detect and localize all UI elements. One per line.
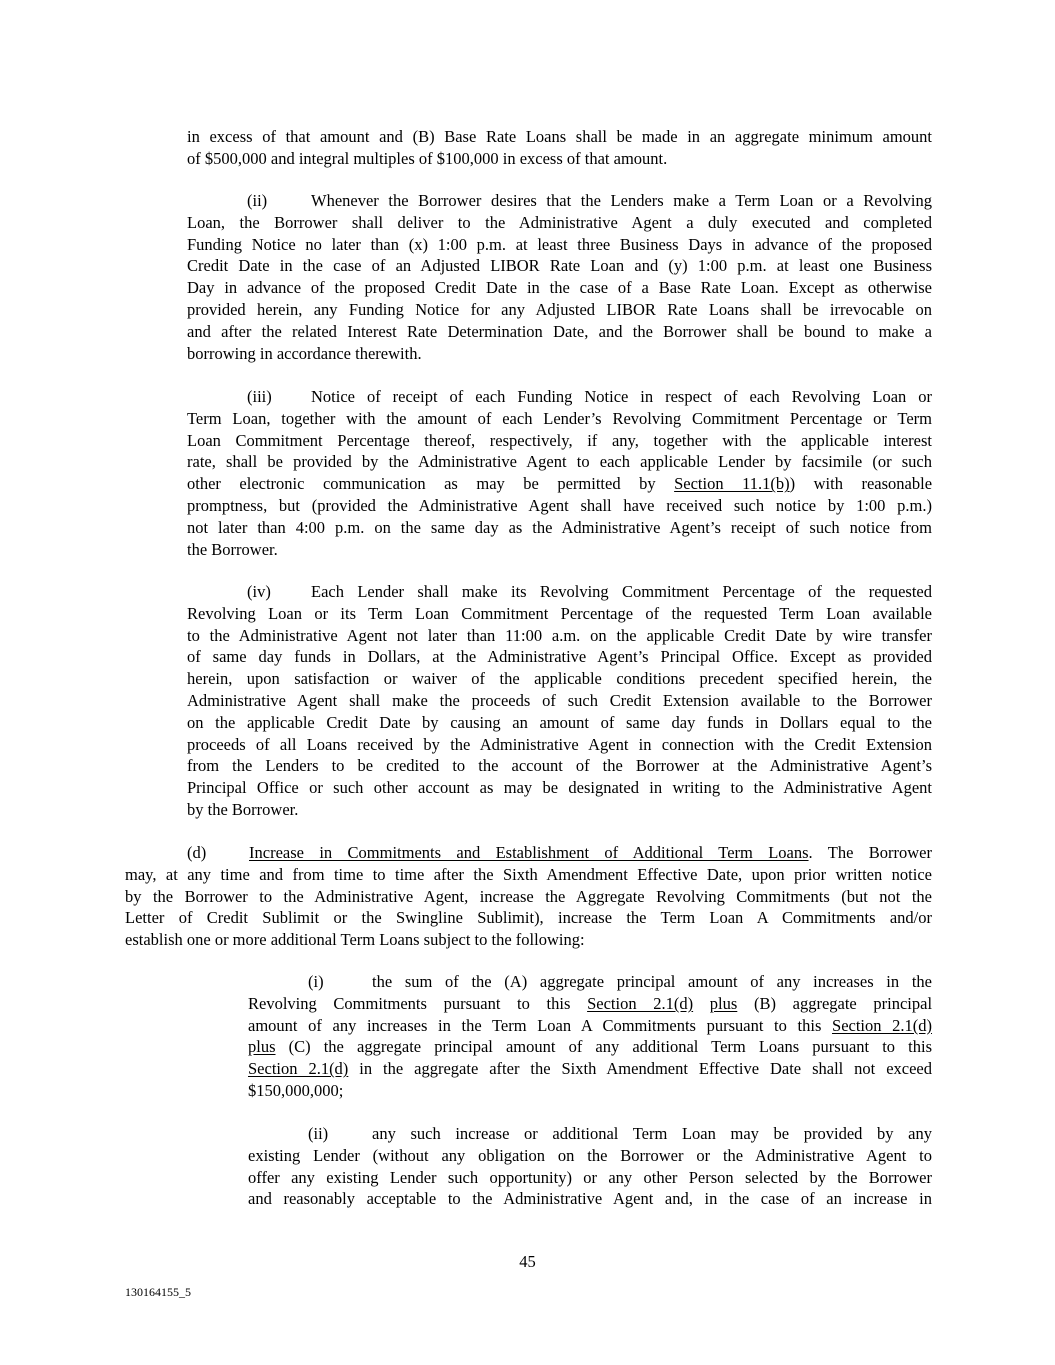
text-fragment: amount of any increases in the Term Loan A Commitments pursuant to this (248, 1015, 822, 1035)
section-reference-link[interactable]: Section 2.1(d) (832, 1015, 933, 1035)
text-line: Funding Notice no later than (x) 1:00 p.m. at least three Business Days in advance of the proposed (187, 234, 932, 254)
clause-number: (ii) (247, 191, 268, 210)
section-heading: Increase in Commitments and Establishment of Additional Term Loans (249, 843, 809, 862)
text-line: herein, upon satisfaction or waiver of the applicable conditions precedent specified herein, the (187, 669, 932, 689)
text-fragment: Each Lender shall make its Revolving Commitment Percentage of the requested (311, 582, 932, 601)
text-line (248, 1123, 932, 1145)
text-line: Day in advance of the proposed Credit Date in the case of a Base Rate Loan. Except as otherwise (187, 278, 932, 298)
text-line: and reasonably acceptable to the Administrative Agent and, in the case of an increase in (248, 1189, 932, 1209)
text-fragment: the sum of the (A) aggregate principal amount of any increases in the (372, 972, 932, 991)
text-fragment: (C) the aggregate principal amount of any additional Term Loans pursuant to this (288, 1037, 932, 1057)
clause-number: (iv) (247, 582, 271, 601)
document-id: 130164155_5 (125, 1285, 191, 1299)
text-fragment: other electronic communication as may be permitted by (187, 474, 656, 494)
section-reference-link[interactable]: Section 2.1(d) (587, 993, 694, 1013)
text-line: Term Loan, together with the amount of each Lender’s Revolving Commitment Percentage or Term (187, 408, 932, 428)
text-fragment: any such increase or additional Term Loan may be provided by any (372, 1124, 932, 1143)
text-line: in excess of that amount and (B) Base Rate Loans shall be made in an aggregate minimum amount (187, 127, 932, 146)
text-line: Loan, the Borrower shall deliver to the Administrative Agent a duly executed and completed (187, 212, 932, 232)
text-fragment: Whenever the Borrower desires that the Lenders make a Term Loan or a Revolving (311, 191, 932, 210)
clause-number: (iii) (247, 387, 272, 406)
paragraph-iii-notice-of-receipt (187, 386, 932, 560)
text-line: Letter of Credit Sublimit or the Swingline Sublimit), increase the Term Loan A Commitments and/or (125, 908, 932, 928)
text-line: borrowing in accordance therewith. (187, 343, 422, 363)
text-line: from the Lenders to be credited to the account of the Borrower at the Administrative Agent’s (187, 756, 932, 776)
text-line (248, 1058, 932, 1080)
plus-term: plus (248, 1037, 276, 1057)
text-line (248, 1036, 932, 1058)
text-fragment: (B) aggregate principal (753, 993, 933, 1013)
text-line: provided herein, any Funding Notice for any Adjusted LIBOR Rate Loans shall be irrevocable on (187, 299, 932, 319)
text-line (248, 993, 932, 1015)
text-line: $150,000,000; (248, 1080, 344, 1100)
subparagraph-ii-providers (248, 1123, 932, 1210)
text-line: the Borrower. (187, 539, 278, 559)
text-line: may, at any time and from time to time after the Sixth Amendment Effective Date, upon prior written notice (125, 864, 932, 884)
text-line: by the Borrower. (187, 799, 299, 819)
text-fragment: in the aggregate after the Sixth Amendment Effective Date shall not exceed (359, 1059, 933, 1079)
text-line: Credit Date in the case of an Adjusted LIBOR Rate Loan and (y) 1:00 p.m. at least one Business (187, 256, 932, 276)
text-line: Principal Office or such other account as may be designated in writing to the Administrative Agent (187, 778, 932, 798)
text-fragment: Revolving Commitments pursuant to this (248, 993, 571, 1013)
text-fragment: Notice of receipt of each Funding Notice in respect of each Revolving Loan or (311, 387, 932, 406)
text-line: and after the related Interest Rate Determination Date, and the Borrower shall be bound to make a (187, 321, 932, 341)
text-line: establish one or more additional Term Loans subject to the following: (125, 930, 585, 950)
text-line (187, 581, 932, 603)
text-line: by the Borrower to the Administrative Agent, increase the Aggregate Revolving Commitments (but not the (125, 886, 932, 906)
text-line: proceeds of all Loans received by the Administrative Agent in connection with the Credit Extension (187, 734, 932, 754)
text-line: Loan Commitment Percentage thereof, respectively, if any, together with the applicable interest (187, 430, 932, 450)
text-line: Administrative Agent shall make the proceeds of such Credit Extension available to the Borrower (187, 690, 932, 710)
text-line: not later than 4:00 p.m. on the same day as the Administrative Agent’s receipt of such notice from (187, 517, 932, 537)
text-line: of same day funds in Dollars, at the Administrative Agent’s Principal Office. Except as provided (187, 647, 932, 667)
text-fragment: ) with reasonable (789, 474, 933, 494)
section-reference-link[interactable]: Section 11.1(b) (674, 474, 790, 494)
clause-number: (ii) (308, 1124, 329, 1143)
text-line (248, 1015, 932, 1037)
section-number: (d) (187, 843, 207, 862)
text-line (187, 473, 932, 495)
plus-term: plus (709, 993, 738, 1013)
clause-number: (i) (308, 972, 324, 991)
section-reference-link[interactable]: Section 2.1(d) (248, 1059, 349, 1079)
text-fragment: . The Borrower (808, 843, 932, 862)
text-line: to the Administrative Agent not later than 11:00 a.m. on the applicable Credit Date by wire transfer (187, 625, 932, 645)
subparagraph-i-aggregate-cap (248, 971, 932, 1102)
text-line (248, 971, 932, 993)
text-line: of $500,000 and integral multiples of $100,000 in excess of that amount. (187, 148, 668, 168)
text-line (187, 386, 932, 408)
text-line: offer any existing Lender such opportunity) or any other Person selected by the Borrower (248, 1167, 932, 1187)
text-line (187, 190, 932, 212)
text-line: promptness, but (provided the Administrative Agent shall have received such notice by 1:00 p.m.) (187, 495, 932, 515)
paragraph-iv-lender-funding (187, 581, 932, 821)
text-line: on the applicable Credit Date by causing an amount of same day funds in Dollars equal to the (187, 712, 932, 732)
text-line: Revolving Loan or its Term Loan Commitment Percentage of the requested Term Loan available (187, 603, 932, 623)
page-number: 45 (519, 1252, 536, 1271)
text-line (125, 842, 932, 864)
paragraph-d-increase-in-commitments (125, 842, 932, 951)
paragraph-continuation (187, 126, 932, 170)
text-line: rate, shall be provided by the Administrative Agent to each applicable Lender by facsimile (or such (187, 452, 932, 472)
paragraph-ii-funding-notice (187, 190, 932, 364)
text-line: existing Lender (without any obligation on the Borrower or the Administrative Agent to (248, 1145, 932, 1165)
